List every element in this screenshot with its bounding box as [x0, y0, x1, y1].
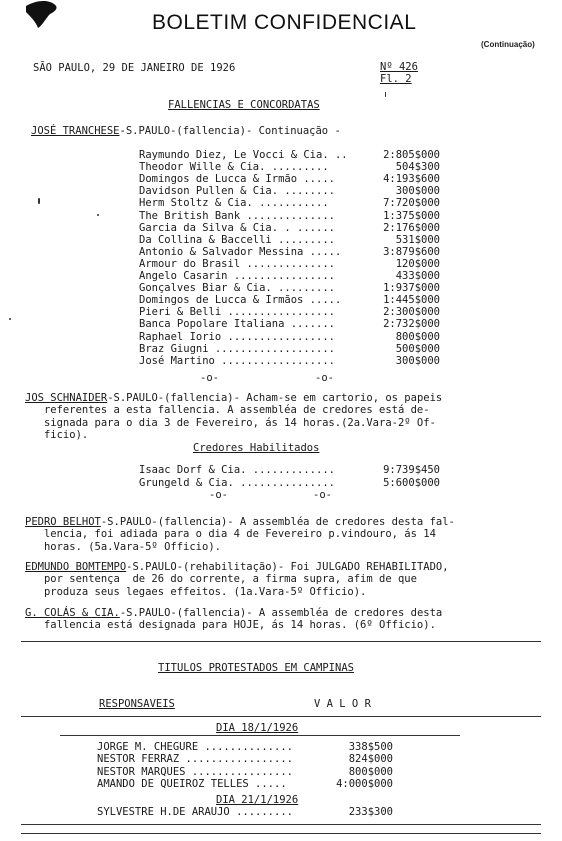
entry-line: produza seus legaes effeitos. (1a.Vara-5º Officio).: [25, 585, 367, 598]
creditor-row-value: 800$000: [395, 330, 440, 343]
creditor-row-name: Pieri & Belli .................: [139, 306, 335, 319]
scan-speck: [385, 92, 386, 97]
scan-speck: [97, 214, 99, 216]
entry-line: -S.PAULO-(rehabilitação)- Foi JULGADO REHABILITADO,: [126, 561, 449, 573]
creditor-row-value: 3:879$600: [383, 245, 440, 258]
entry-jose-tranchese: [31, 125, 341, 137]
date-group-2: DIA 21/1/1926: [216, 794, 299, 806]
protested-row-name: NESTOR FERRAZ .................: [97, 753, 293, 766]
creditor-row-value: 300$000: [395, 354, 440, 367]
section-title-titulos: TITULOS PROTESTADOS EM CAMPINAS: [158, 662, 354, 674]
creditor-row-name: Davidson Pullen & Cia. ........: [139, 185, 335, 198]
creditor-row-name: Banca Popolare Italiana .......: [139, 318, 335, 331]
protested-row-value: 800$000: [348, 765, 393, 778]
creditor-row-value: 531$000: [395, 233, 440, 246]
creditor-row-name: Raphael Iorio .................: [139, 330, 335, 343]
protested-row-name: AMANDO DE QUEIROZ TELLES .....: [97, 778, 287, 791]
creditor-row-value: 300$000: [395, 185, 440, 198]
entry-description: -S.PAULO-(fallencia)- Continuação -: [119, 125, 341, 137]
protested-row-value: 338$500: [348, 741, 393, 753]
subtitle-credores-habilitados: Credores Habilitados: [193, 442, 320, 454]
table-rule-group-1: [60, 735, 460, 736]
protested-row-name: SYLVESTRE H.DE ARAUJO .........: [97, 806, 293, 818]
entry-pedro-belhot: [25, 516, 455, 553]
table-rule-bottom-1: [21, 824, 541, 825]
entry-line: -S.PAULO-(fallencia)- A assembléa de credores desta fal-: [100, 516, 455, 528]
separator-right: -o-: [313, 489, 332, 501]
separator-left: -o-: [200, 372, 219, 384]
entry-line: fallencia está designada para HOJE, ás 14 horas. (6º Officio).: [25, 619, 436, 632]
divider-rule: [21, 641, 541, 642]
entry-line: -S.PAULO-(fallencia)- Acham-se em cartorio, os papeis: [107, 392, 443, 404]
entry-name: PEDRO BELHOT: [25, 516, 101, 528]
creditor-row-value: 1:375$000: [383, 209, 440, 222]
creditor-row-value: 4:193$600: [383, 173, 440, 186]
creditor-row-name: Braz Giugni ...................: [139, 342, 335, 355]
creditor-row-name: Herm Stoltz & Cia. ...........: [139, 197, 329, 210]
sheet-number: Fl. 2: [380, 73, 412, 85]
entry-line: lencia, foi adiada para o dia 4 de Fevereiro p.vindouro, ás 14: [25, 528, 436, 541]
creditor-row-value: 1:445$000: [383, 294, 440, 307]
column-header-responsaveis: RESPONSAVEIS: [99, 698, 175, 710]
creditor-row-value: 2:805$000: [383, 149, 440, 161]
creditor-row-value: 2:176$000: [383, 221, 440, 234]
creditor-row-value: 9:739$450: [383, 464, 440, 476]
creditor-row-name: Armour do Brasil ..............: [139, 257, 335, 270]
continuation-label: (Continuação): [481, 40, 535, 49]
entry-line: referentes a esta fallencia. A assembléa de credores está de-: [25, 404, 430, 417]
creditor-row-value: 7:720$000: [383, 197, 440, 210]
date-group-1: DIA 18/1/1926: [216, 722, 299, 734]
entry-line: ficio).: [25, 428, 89, 441]
city-date: SÃO PAULO, 29 DE JANEIRO DE 1926: [33, 62, 236, 74]
entry-line: signada para o dia 3 de Fevereiro, ás 14 horas.(2a.Vara-2º Of-: [25, 416, 436, 429]
entry-g-colas: [25, 607, 442, 632]
creditor-row-name: Raymundo Diez, Le Vocci & Cia. ..: [139, 149, 348, 161]
creditor-row-name: Gonçalves Biar & Cia. .........: [139, 282, 335, 295]
entry-line: -S.PAULO-(fallencia)- A assembléa de credores desta: [119, 607, 443, 619]
bulletin-number: Nº 426: [380, 61, 418, 73]
creditor-row-value: 504$300: [395, 161, 440, 174]
creditor-row-name: Angelo Casarin ................: [139, 270, 335, 282]
entry-name: EDMUNDO BOMTEMPO: [25, 561, 127, 573]
creditor-row-name: Antonio & Salvador Messina .....: [139, 245, 342, 258]
entry-name: G. COLÁS & CIA.: [25, 607, 120, 619]
creditor-row-name: Garcia da Silva & Cia. . ......: [139, 221, 335, 234]
creditor-row-value: 2:732$000: [383, 318, 440, 331]
creditor-row-name: Da Collina & Baccelli .........: [139, 233, 335, 246]
separator-left: -o-: [209, 489, 228, 501]
entry-jos-schnaider: [25, 392, 442, 441]
creditor-row-value: 2:300$000: [383, 306, 440, 319]
separator-right: -o-: [315, 372, 334, 384]
protested-row-name: JORGE M. CHEGURE ..............: [97, 741, 293, 753]
protested-row-name: NESTOR MARQUES ................: [97, 765, 293, 778]
entry-line: horas. (5a.Vara-5º Officio).: [25, 540, 221, 553]
entry-name: JOSÉ TRANCHESE: [31, 125, 120, 137]
creditor-row-value: 120$000: [395, 257, 440, 270]
creditor-row-value: 1:937$000: [383, 282, 440, 295]
creditor-row-value: 433$000: [395, 270, 440, 282]
protested-row-value: 4:000$000: [336, 778, 393, 791]
entry-name: JOS SCHNAIDER: [25, 392, 108, 404]
creditor-row-value: 5:600$000: [383, 476, 440, 489]
table-rule-top: [21, 716, 541, 717]
entry-line: por sentença de 26 do corrente, a firma supra, afim de que: [25, 573, 417, 586]
scan-speck: [9, 318, 11, 320]
creditor-row-name: Domingos de Lucca & Irmão .....: [139, 173, 335, 186]
creditor-row-value: 500$000: [395, 342, 440, 355]
ink-blot: [24, 0, 60, 30]
scan-speck: [38, 198, 40, 204]
bulletin-title: BOLETIM CONFIDENCIAL: [152, 11, 417, 34]
creditor-row-name: Domingos de Lucca & Irmãos .....: [139, 294, 342, 307]
creditor-row-name: The British Bank ..............: [139, 209, 335, 222]
creditor-row-name: Grungeld & Cia. ...............: [139, 476, 335, 489]
column-header-valor: V A L O R: [314, 698, 371, 710]
creditor-row-name: Isaac Dorf & Cia. .............: [139, 464, 335, 476]
creditor-row-name: José Martino ..................: [139, 354, 335, 367]
table-rule-bottom-2: [21, 833, 541, 834]
entry-edmundo-bomtempo: [25, 561, 449, 598]
protested-row-value: 233$300: [348, 806, 393, 818]
creditor-row-name: Theodor Wille & Cia. .........: [139, 161, 329, 174]
section-title-fallencias: FALLENCIAS E CONCORDATAS: [168, 99, 320, 111]
protested-row-value: 824$000: [348, 753, 393, 766]
